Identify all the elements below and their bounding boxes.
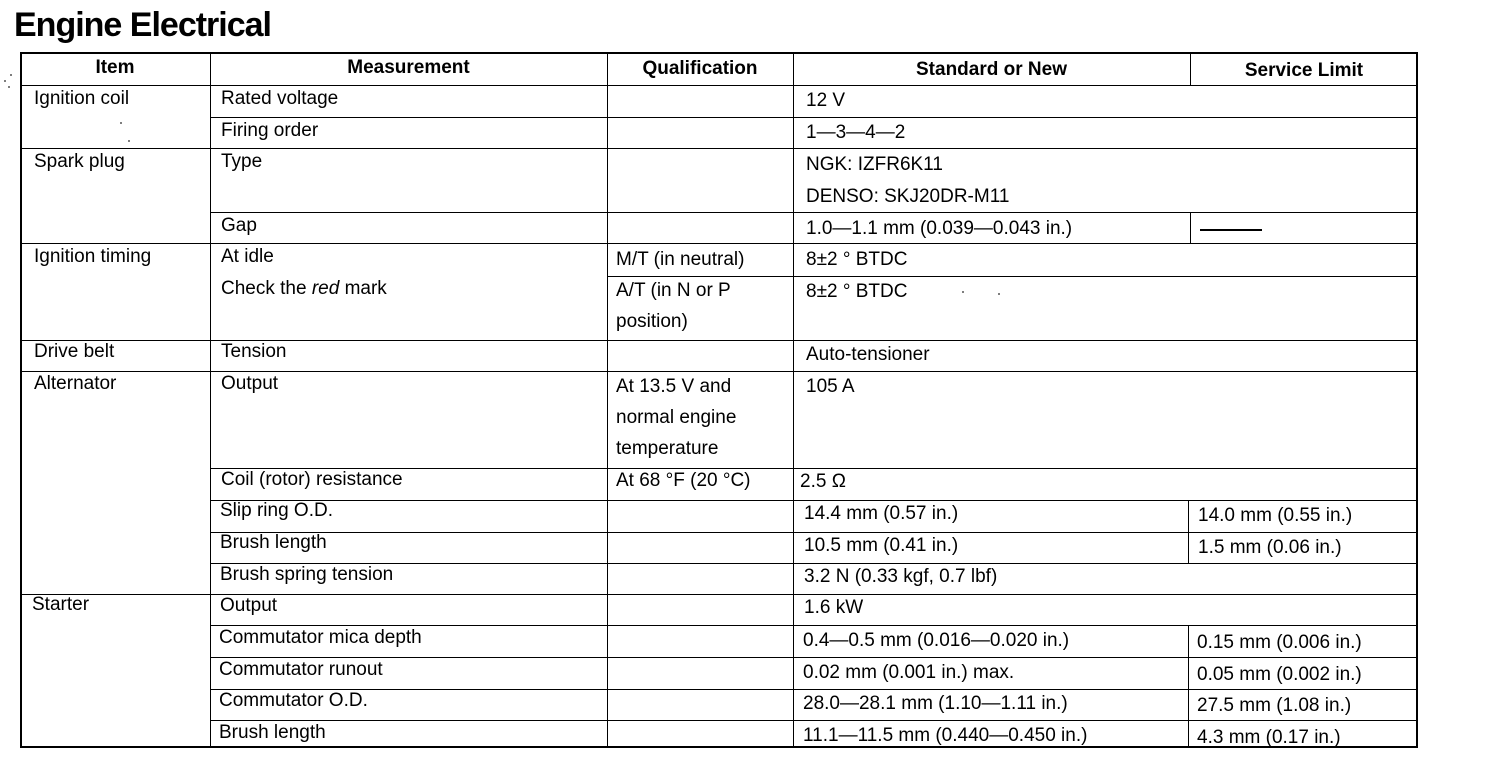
standard-gap: 1.0—1.1 mm (0.039—0.043 in.) (806, 218, 1073, 239)
standard-firing-order: 1—3—4—2 (806, 122, 906, 143)
qualification-at-line1: A/T (in N or P (616, 280, 731, 301)
col-divider-qualification (793, 52, 794, 746)
col-divider-limit-gap (1190, 212, 1191, 244)
standard-rated-voltage: 12 V (806, 90, 846, 111)
measurement-slip-ring: Slip ring O.D. (220, 500, 333, 521)
col-divider-limit-starter (1188, 625, 1189, 746)
row-divider (210, 117, 1418, 118)
standard-type-denso: DENSO: SKJ20DR-M11 (806, 186, 1010, 207)
measurement-gap: Gap (221, 215, 257, 236)
limit-commutator-od: 27.5 mm (1.08 in.) (1197, 695, 1352, 716)
measurement-mica-depth: Commutator mica depth (219, 627, 422, 648)
header-qualification: Qualification (642, 58, 758, 79)
col-divider-measurement (607, 52, 608, 746)
standard-at: 8±2 ° BTDC (806, 281, 908, 302)
qualification-coil: At 68 °F (20 °C) (616, 470, 751, 491)
row-divider (210, 689, 1418, 690)
header-item: Item (95, 57, 135, 78)
qualification-at-line2: position) (616, 311, 688, 332)
row-divider (20, 85, 1418, 86)
standard-brush-spring: 3.2 N (0.33 kgf, 0.7 lbf) (804, 566, 998, 587)
scan-speck (8, 86, 10, 88)
row-divider (607, 276, 1418, 277)
scan-speck (120, 122, 122, 124)
standard-mt: 8±2 ° BTDC (806, 249, 908, 270)
measurement-coil-resistance: Coil (rotor) resistance (221, 469, 403, 490)
header-service-limit: Service Limit (1244, 60, 1364, 81)
standard-type-ngk: NGK: IZFR6K11 (806, 154, 943, 175)
item-ignition-coil: Ignition coil (34, 88, 130, 109)
item-drive-belt: Drive belt (34, 341, 115, 362)
standard-coil: 2.5 Ω (800, 471, 846, 492)
check-text-suffix: mark (339, 278, 387, 299)
row-divider (210, 212, 1418, 213)
limit-alt-brush: 1.5 mm (0.06 in.) (1198, 537, 1342, 558)
row-divider (210, 720, 1418, 721)
item-starter: Starter (32, 594, 90, 615)
limit-starter-brush: 4.3 mm (0.17 in.) (1197, 727, 1341, 748)
service-limit-gap-none (1200, 229, 1262, 231)
scan-speck (962, 291, 964, 293)
header-measurement: Measurement (347, 57, 470, 78)
measurement-starter-output: Output (220, 595, 278, 616)
row-divider (20, 243, 1418, 244)
measurement-starter-brush-length: Brush length (219, 722, 326, 743)
measurement-type: Type (221, 151, 263, 172)
measurement-alt-brush-length: Brush length (220, 532, 327, 553)
standard-starter-output: 1.6 kW (804, 597, 864, 618)
row-divider (210, 532, 1418, 533)
row-divider (210, 625, 1418, 626)
row-divider (210, 500, 1418, 501)
standard-runout: 0.02 mm (0.001 in.) max. (803, 662, 1015, 683)
spec-table (20, 52, 1418, 748)
header-standard: Standard or New (916, 59, 1067, 80)
measurement-at-idle: At idle (221, 246, 274, 267)
limit-runout: 0.05 mm (0.002 in.) (1197, 664, 1362, 685)
standard-commutator-od: 28.0—28.1 mm (1.10—1.11 in.) (803, 693, 1068, 714)
measurement-brush-spring: Brush spring tension (220, 564, 394, 585)
scan-speck (998, 293, 1000, 295)
standard-mica-depth: 0.4—0.5 mm (0.016—0.020 in.) (803, 630, 1070, 651)
qualification-alt-output-line1: At 13.5 V and (616, 376, 732, 397)
standard-alt-brush: 10.5 mm (0.41 in.) (804, 535, 959, 556)
item-alternator: Alternator (34, 373, 117, 394)
check-text-prefix: Check the (221, 278, 312, 299)
qualification-alt-output-line3: temperature (616, 438, 719, 459)
standard-starter-brush: 11.1—11.5 mm (0.440—0.450 in.) (803, 725, 1088, 746)
measurement-tension: Tension (221, 341, 287, 362)
limit-slip-ring: 14.0 mm (0.55 in.) (1198, 505, 1353, 526)
scan-speck (10, 74, 12, 76)
item-ignition-timing: Ignition timing (34, 246, 152, 267)
measurement-commutator-od: Commutator O.D. (219, 690, 368, 711)
scan-speck (128, 140, 130, 142)
standard-tension: Auto-tensioner (806, 344, 930, 365)
scan-speck (4, 80, 6, 82)
row-divider (20, 148, 1418, 149)
page-title: Engine Electrical (14, 6, 271, 44)
row-divider (20, 371, 1418, 372)
measurement-runout: Commutator runout (219, 659, 383, 680)
qualification-alt-output-line2: normal engine (616, 407, 737, 428)
measurement-rated-voltage: Rated voltage (221, 88, 339, 109)
standard-alt-output: 105 A (806, 376, 855, 397)
qualification-mt: M/T (in neutral) (616, 249, 745, 270)
measurement-firing-order: Firing order (221, 120, 319, 141)
item-spark-plug: Spark plug (34, 151, 125, 172)
check-text-red: red (311, 278, 340, 299)
limit-mica-depth: 0.15 mm (0.006 in.) (1197, 632, 1362, 653)
row-divider (210, 657, 1418, 658)
col-divider-item (210, 52, 211, 746)
standard-slip-ring: 14.4 mm (0.57 in.) (804, 503, 959, 524)
measurement-check-red-mark (221, 278, 387, 300)
measurement-alt-output: Output (221, 373, 279, 394)
